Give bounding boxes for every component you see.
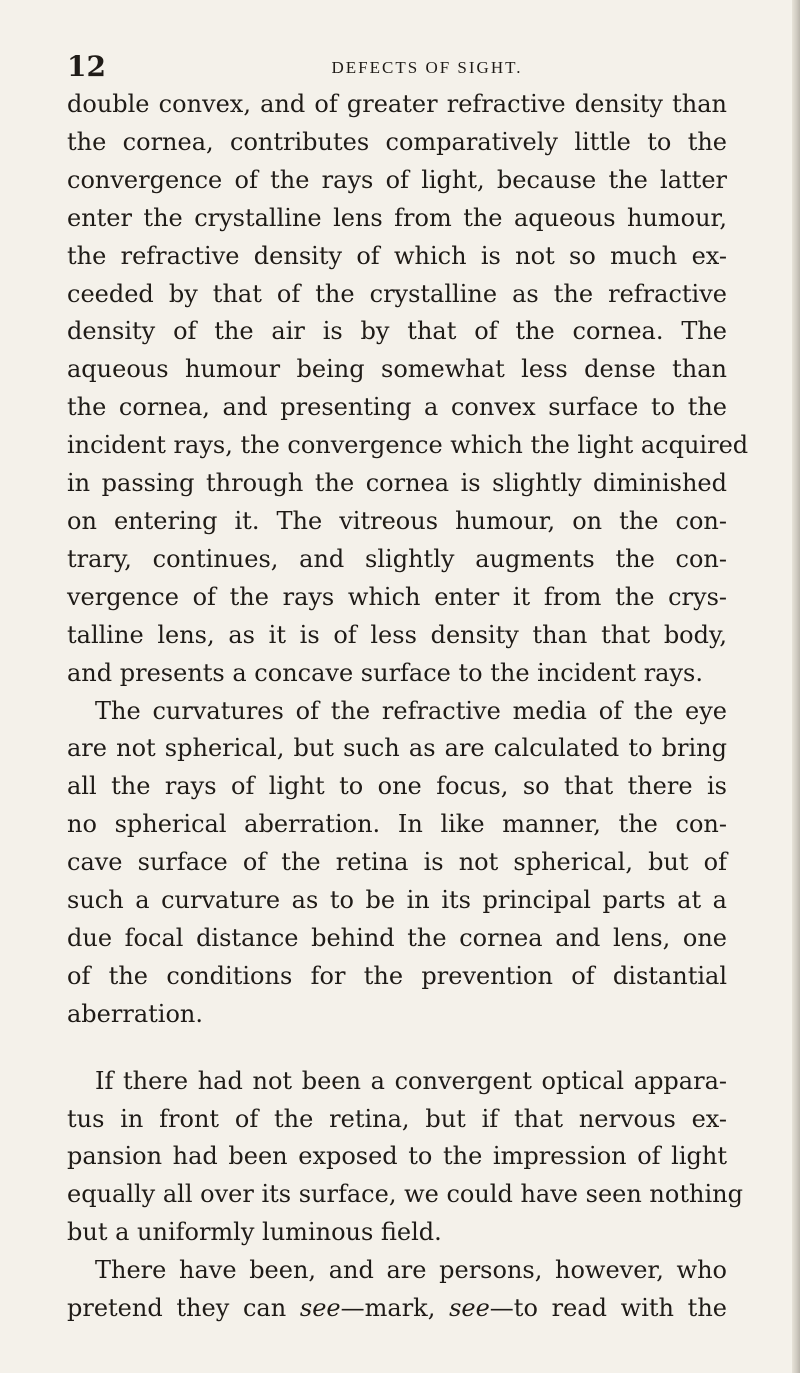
text-line: trary, continues, and slightly augments the con-	[67, 544, 727, 573]
page-edge	[792, 0, 800, 1373]
text-line: in passing through the cornea is slightly diminished	[67, 469, 727, 498]
text-run: —mark,	[340, 1294, 450, 1323]
text-run: —to read with the	[489, 1294, 727, 1323]
paragraph-gap	[67, 1034, 727, 1063]
text-line: such a curvature as to be in its principal parts at a	[67, 886, 727, 915]
text-line: aqueous humour being somewhat less dense than	[67, 355, 727, 384]
text-line: the cornea, and presenting a convex surface to the	[67, 393, 727, 422]
text-line: on entering it. The vitreous humour, on the con-	[67, 506, 727, 535]
text-line: cave surface of the retina is not spherical, but of	[67, 848, 727, 877]
text-run: pretend they can	[67, 1294, 300, 1323]
text-line: talline lens, as it is of less density than that body,	[67, 620, 727, 649]
text-line: the refractive density of which is not so much ex-	[67, 241, 727, 270]
text-line: equally all over its surface, we could have seen nothing	[67, 1180, 743, 1209]
text-line: the cornea, contributes comparatively little to the	[67, 127, 727, 156]
emphasis-see: see	[449, 1294, 490, 1323]
text-line: and presents a concave surface to the incident rays.	[67, 658, 703, 687]
paragraph	[67, 86, 749, 693]
text-line: pansion had been exposed to the impression of light	[67, 1142, 727, 1171]
paragraph	[67, 1063, 743, 1253]
emphasis-see: see	[299, 1294, 341, 1323]
text-line: aberration.	[67, 999, 203, 1028]
text-line: enter the crystalline lens from the aqueous humour,	[67, 203, 727, 232]
paragraph	[67, 1252, 727, 1328]
text-line: are not spherical, but such as are calculated to bring	[67, 734, 727, 763]
text-line: density of the air is by that of the cornea. The	[67, 317, 727, 346]
text-line: If there had not been a convergent optical appara-	[95, 1066, 727, 1095]
text-line: all the rays of light to one focus, so that there is	[67, 772, 727, 801]
text-line: convergence of the rays of light, because the latter	[67, 165, 727, 194]
page-header	[67, 49, 727, 89]
text-line: of the conditions for the prevention of distantial	[67, 961, 727, 990]
page-number: 12	[67, 50, 106, 83]
text-line: There have been, and are persons, however, who	[95, 1256, 727, 1285]
text-line: incident rays, the convergence which the light acquired	[67, 431, 749, 460]
text-line: ceeded by that of the crystalline as the refractive	[67, 279, 727, 308]
text-line	[67, 1290, 727, 1328]
running-title: DEFECTS OF SIGHT.	[331, 58, 523, 77]
text-line: vergence of the rays which enter it from the crys-	[67, 582, 727, 611]
text-line: double convex, and of greater refractive density than	[67, 90, 727, 118]
text-line: no spherical aberration. In like manner, the con-	[67, 810, 727, 839]
body-text	[67, 86, 749, 1328]
text-line: but a uniformly luminous field.	[67, 1218, 442, 1247]
text-line: due focal distance behind the cornea and lens, one	[67, 923, 727, 952]
paragraph	[67, 693, 727, 1034]
text-line: tus in front of the retina, but if that nervous ex-	[67, 1104, 727, 1133]
text-line: The curvatures of the refractive media of the eye	[95, 696, 727, 725]
